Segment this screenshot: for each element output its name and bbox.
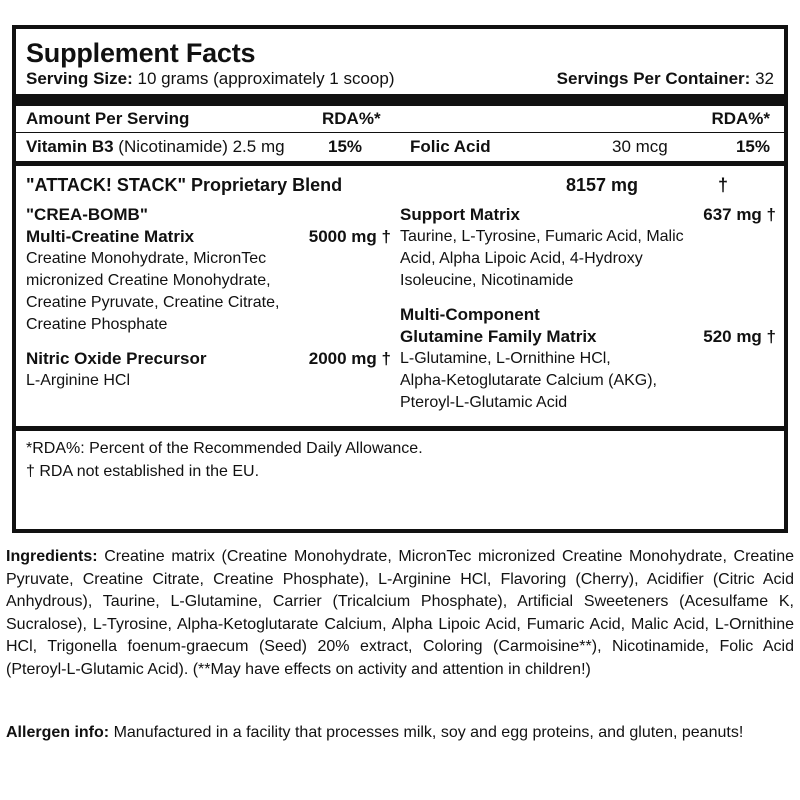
glutamine-line: L-Glutamine, L-Ornithine HCl, — [400, 350, 611, 367]
allergen-info — [6, 722, 794, 745]
creatine-matrix-amount: 5000 mg † — [308, 227, 391, 246]
blend-name: "ATTACK! STACK" Proprietary Blend — [26, 175, 343, 195]
glutamine-line: Alpha-Ketoglutarate Calcium (AKG), — [400, 372, 657, 389]
panel-title: Supplement Facts — [26, 38, 256, 68]
blend-columns — [26, 204, 774, 426]
thick-divider — [16, 94, 784, 106]
right-column — [400, 204, 776, 414]
allergen-body: Manufactured in a facility that processes milk, soy and egg proteins, and gluten, peanuts! — [113, 724, 744, 741]
folic-acid-amount: 30 mcg — [612, 137, 668, 156]
allergen-label: Allergen info: — [6, 724, 110, 741]
proprietary-blend-row — [26, 166, 774, 204]
glutamine-line: Pteroyl-L-Glutamic Acid — [400, 394, 568, 411]
footnotes — [26, 431, 774, 483]
blend-dagger: † — [718, 175, 729, 195]
glutamine-amount: 520 mg † — [703, 327, 776, 346]
glutamine-heading — [400, 326, 776, 348]
nitric-oxide-amount: 2000 mg † — [308, 349, 391, 368]
serving-info-row — [26, 68, 774, 90]
glutamine-heading-line1: Multi-Component — [400, 305, 540, 324]
serving-size — [26, 68, 395, 90]
crea-bomb-label: "CREA-BOMB" — [26, 205, 148, 224]
vitamin-b3-name: Vitamin B3 — [26, 137, 114, 156]
servings-per-container-value: 32 — [755, 69, 774, 88]
creatine-matrix-heading — [26, 226, 391, 248]
folic-acid-name: Folic Acid — [410, 137, 491, 156]
servings-per-container-label: Servings Per Container: — [556, 69, 751, 88]
vitamin-b3-rda: 15% — [328, 137, 363, 156]
creatine-matrix-name: Multi-Creatine Matrix — [26, 227, 195, 246]
serving-size-label: Serving Size: — [26, 69, 133, 88]
nitric-oxide-name: Nitric Oxide Precursor — [26, 349, 207, 368]
support-line: Taurine, L-Tyrosine, Fumaric Acid, Malic — [400, 228, 684, 245]
vitamin-b3-cell — [26, 133, 285, 161]
vitamin-b3-detail: (Nicotinamide) 2.5 mg — [118, 137, 285, 156]
creatine-line: micronized Creatine Monohydrate, — [26, 272, 271, 289]
support-line: Isoleucine, Nicotinamide — [400, 272, 574, 289]
serving-size-value: 10 grams (approximately 1 scoop) — [137, 69, 395, 88]
nitric-oxide-heading — [26, 348, 391, 370]
support-matrix-heading — [400, 204, 776, 226]
servings-per-container — [557, 68, 774, 90]
rda-header-left: RDA%* — [322, 109, 381, 128]
rda-header-right: RDA%* — [711, 109, 770, 128]
creatine-line: Creatine Pyruvate, Creatine Citrate, — [26, 294, 280, 311]
blend-amount: 8157 mg — [566, 175, 639, 195]
footnote-dagger: † RDA not established in the EU. — [26, 463, 260, 480]
supplement-facts-panel — [12, 25, 788, 533]
support-matrix-amount: 637 mg † — [703, 205, 776, 224]
ingredients-text — [6, 546, 794, 681]
footnote-rda: *RDA%: Percent of the Recommended Daily Allowance. — [26, 440, 423, 457]
amount-header-row — [26, 106, 774, 132]
ingredients-body: Creatine matrix (Creatine Monohydrate, MicronTec micronized Creatine Monohydrate, Creatine Pyruvate, Creatine Citrate, Creatine Phosphate), L-Arginine HCl, Flavoring (Cherry), Acidifier (Citric Acid Anhydrous), Taurine, L-Glutamine, Carrier (Tricalcium Phosphate), Artificial Sweeteners (Acesulfame K, Sucralose), L-Tyrosine, Alpha-Ketoglutarate Calcium, Alpha Lipoic Acid, Fumaric Acid, Malic Acid, L-Ornithine HCl, Trigonella foenum-graecum (Seed) 20% extract, Coloring (Carmoisine**), Nicotinamide, Folic Acid (Pteroyl-L-Glutamic Acid). (**May have effects on activity and attention in children!) — [6, 548, 794, 678]
amount-per-serving-header: Amount Per Serving — [26, 109, 190, 128]
nitric-line: L-Arginine HCl — [26, 372, 131, 389]
support-line: Acid, Alpha Lipoic Acid, 4-Hydroxy — [400, 250, 643, 267]
ingredients-label: Ingredients: — [6, 548, 98, 565]
folic-acid-rda: 15% — [735, 137, 770, 156]
support-matrix-name: Support Matrix — [400, 205, 520, 224]
left-column — [26, 204, 391, 392]
glutamine-name: Glutamine Family Matrix — [400, 327, 597, 346]
vitamin-row — [26, 133, 774, 161]
creatine-line: Creatine Monohydrate, MicronTec — [26, 250, 267, 267]
creatine-line: Creatine Phosphate — [26, 316, 168, 333]
